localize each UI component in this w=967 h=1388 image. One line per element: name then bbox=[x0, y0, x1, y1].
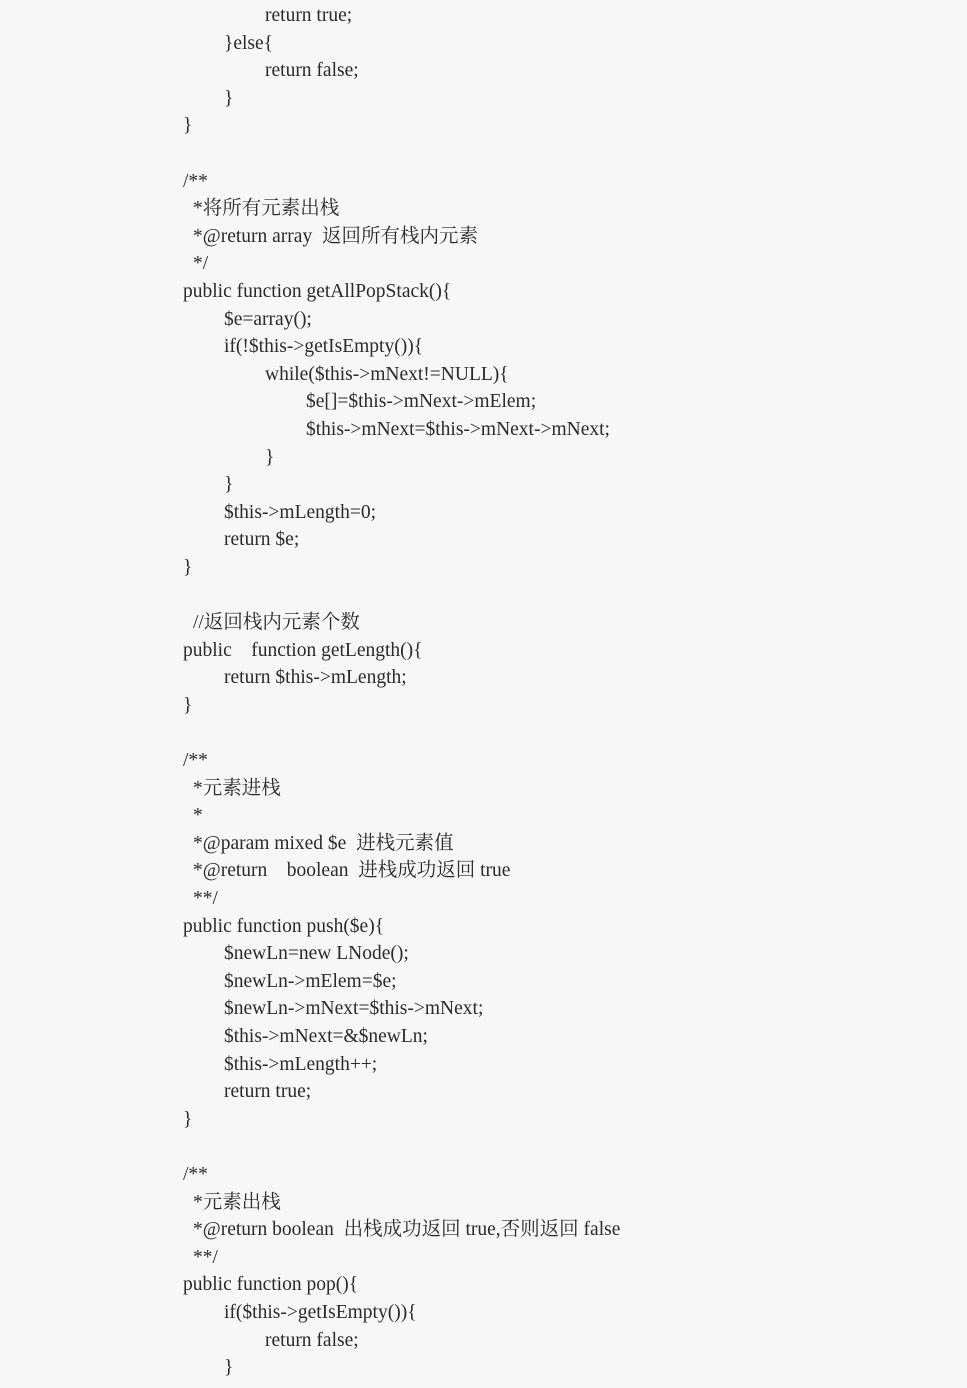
comment-line: //返回栈内元素个数 bbox=[193, 612, 360, 634]
code-line: while($this->mNext!=NULL){ bbox=[265, 363, 509, 385]
comment-line: /** bbox=[183, 750, 208, 772]
code-line: public function pop(){ bbox=[183, 1274, 359, 1296]
code-line: return false; bbox=[265, 1329, 359, 1351]
code-line: return $e; bbox=[224, 529, 300, 551]
code-line: $newLn=new LNode(); bbox=[224, 943, 409, 965]
code-line: if(!$this->getIsEmpty()){ bbox=[224, 336, 424, 358]
code-line: return true; bbox=[224, 1081, 312, 1103]
comment-line: **/ bbox=[193, 888, 218, 909]
code-line: return $this->mLength; bbox=[224, 667, 407, 689]
code-line: } bbox=[183, 115, 193, 137]
comment-line: *@return boolean 进栈成功返回 true bbox=[193, 860, 511, 882]
code-line: } bbox=[224, 87, 234, 109]
code-line: } bbox=[265, 446, 275, 468]
code-line: $newLn->mNext=$this->mNext; bbox=[224, 998, 484, 1020]
comment-line: **/ bbox=[193, 1246, 218, 1268]
code-line: } bbox=[183, 556, 193, 578]
code-line: $this->mLength++; bbox=[224, 1053, 378, 1075]
comment-line: *@param mixed $e 进栈元素值 bbox=[193, 832, 454, 854]
code-line: public function getAllPopStack(){ bbox=[183, 280, 452, 302]
code-line: } bbox=[183, 1108, 193, 1130]
comment-line: *@return boolean 出栈成功返回 true,否则返回 false bbox=[193, 1219, 621, 1241]
code-line: return true; bbox=[265, 5, 353, 26]
code-line: public function push($e){ bbox=[183, 915, 385, 937]
code-line: if($this->getIsEmpty()){ bbox=[224, 1301, 417, 1323]
comment-line: */ bbox=[193, 253, 209, 275]
code-line: $newLn->mElem=$e; bbox=[224, 970, 397, 992]
blank-line bbox=[183, 1133, 943, 1161]
code-line: $e[]=$this->mNext->mElem; bbox=[306, 391, 537, 413]
code-line: } bbox=[224, 1357, 234, 1379]
code-block bbox=[183, 2, 943, 1382]
comment-line: *@return array 返回所有栈内元素 bbox=[193, 225, 478, 247]
code-line: $e=array(); bbox=[224, 308, 312, 330]
code-line: } bbox=[224, 474, 234, 496]
blank-line bbox=[183, 140, 943, 168]
code-line: $this->mNext=&$newLn; bbox=[224, 1025, 428, 1047]
blank-line bbox=[183, 581, 943, 609]
comment-line: /** bbox=[183, 170, 208, 192]
code-line: return false; bbox=[265, 60, 359, 82]
comment-line: *元素出栈 bbox=[193, 1191, 281, 1213]
comment-line: *将所有元素出栈 bbox=[193, 198, 340, 220]
code-line: } bbox=[183, 694, 193, 716]
comment-line: /** bbox=[183, 1163, 208, 1185]
comment-line: * bbox=[193, 805, 203, 827]
blank-line bbox=[183, 719, 943, 747]
code-line: $this->mLength=0; bbox=[224, 501, 376, 523]
code-line: }else{ bbox=[224, 32, 274, 54]
code-line: public function getLength(){ bbox=[183, 639, 423, 661]
code-line: $this->mNext=$this->mNext->mNext; bbox=[306, 418, 610, 440]
comment-line: *元素进栈 bbox=[193, 777, 281, 799]
